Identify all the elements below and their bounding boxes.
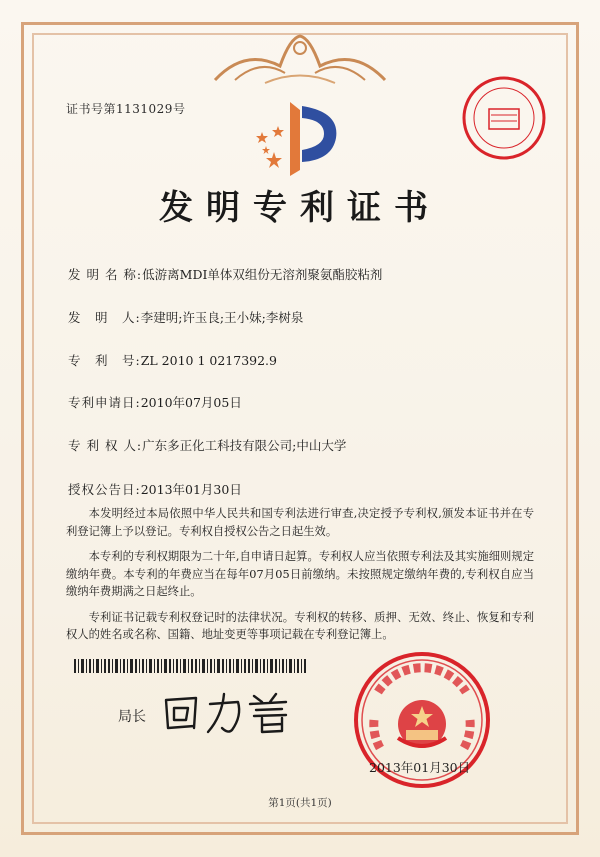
filing-date-label: 专利申请日: — [68, 395, 141, 410]
inventor-value: 李建明;许玉良;王小妹;李树泉 — [140, 310, 304, 325]
inventor-row — [68, 308, 303, 326]
body-paragraph-3: 专利证书记载专利权登记时的法律状况。专利权的转移、质押、无效、终止、恢复和专利权人的姓名或名称、国籍、地址变更等事项记载在专利登记簿上。 — [66, 610, 534, 641]
patent-number-value: ZL 2010 1 0217392.9 — [140, 353, 277, 368]
patent-office-logo — [244, 94, 342, 180]
small-red-seal — [461, 75, 547, 161]
invention-name-row — [68, 265, 382, 283]
director-signature — [158, 686, 298, 738]
director-label: 局长 — [118, 709, 146, 725]
filing-date-row — [68, 393, 242, 411]
filing-date-value: 2010年07月05日 — [140, 395, 242, 410]
top-ornament — [205, 28, 395, 88]
patentee-row — [68, 436, 346, 454]
invention-name-label: 发 明 名 称: — [68, 267, 143, 282]
invention-name-value: 低游离MDI单体双组份无溶剂聚氨酯胶粘剂 — [142, 267, 383, 282]
seal-date: 2013年01月30日 — [369, 760, 471, 775]
patent-number-label: 专 利 号: — [68, 353, 141, 368]
grant-date-value: 2013年01月30日 — [140, 482, 242, 497]
inventor-label: 发 明 人: — [68, 310, 141, 325]
patent-number-row — [68, 351, 277, 369]
barcode — [74, 659, 306, 673]
grant-date-row — [68, 480, 242, 498]
body-paragraph-1: 本发明经过本局依照中华人民共和国专利法进行审查,决定授予专利权,颁发本证书并在专利登记簿上予以登记。专利权自授权公告之日起生效。 — [66, 507, 534, 538]
patentee-label: 专 利 权 人: — [68, 438, 143, 453]
page-footer: 第1页(共1页) — [268, 797, 332, 809]
certificate-number: 证书号第1131029号 — [66, 102, 186, 116]
grant-date-label: 授权公告日: — [68, 482, 141, 497]
body-paragraph-2: 本专利的专利权期限为二十年,自申请日起算。专利权人应当依照专利法及其实施细则规定缴纳年费。本专利的年费应当在每年07月05日前缴纳。未按照规定缴纳年费的,专利权自应当缴纳年费期满之日起终止。 — [66, 550, 534, 598]
patentee-value: 广东多正化工科技有限公司;中山大学 — [142, 438, 347, 453]
certificate-title: 发明专利证书 — [159, 188, 441, 228]
certificate-body — [66, 505, 534, 652]
